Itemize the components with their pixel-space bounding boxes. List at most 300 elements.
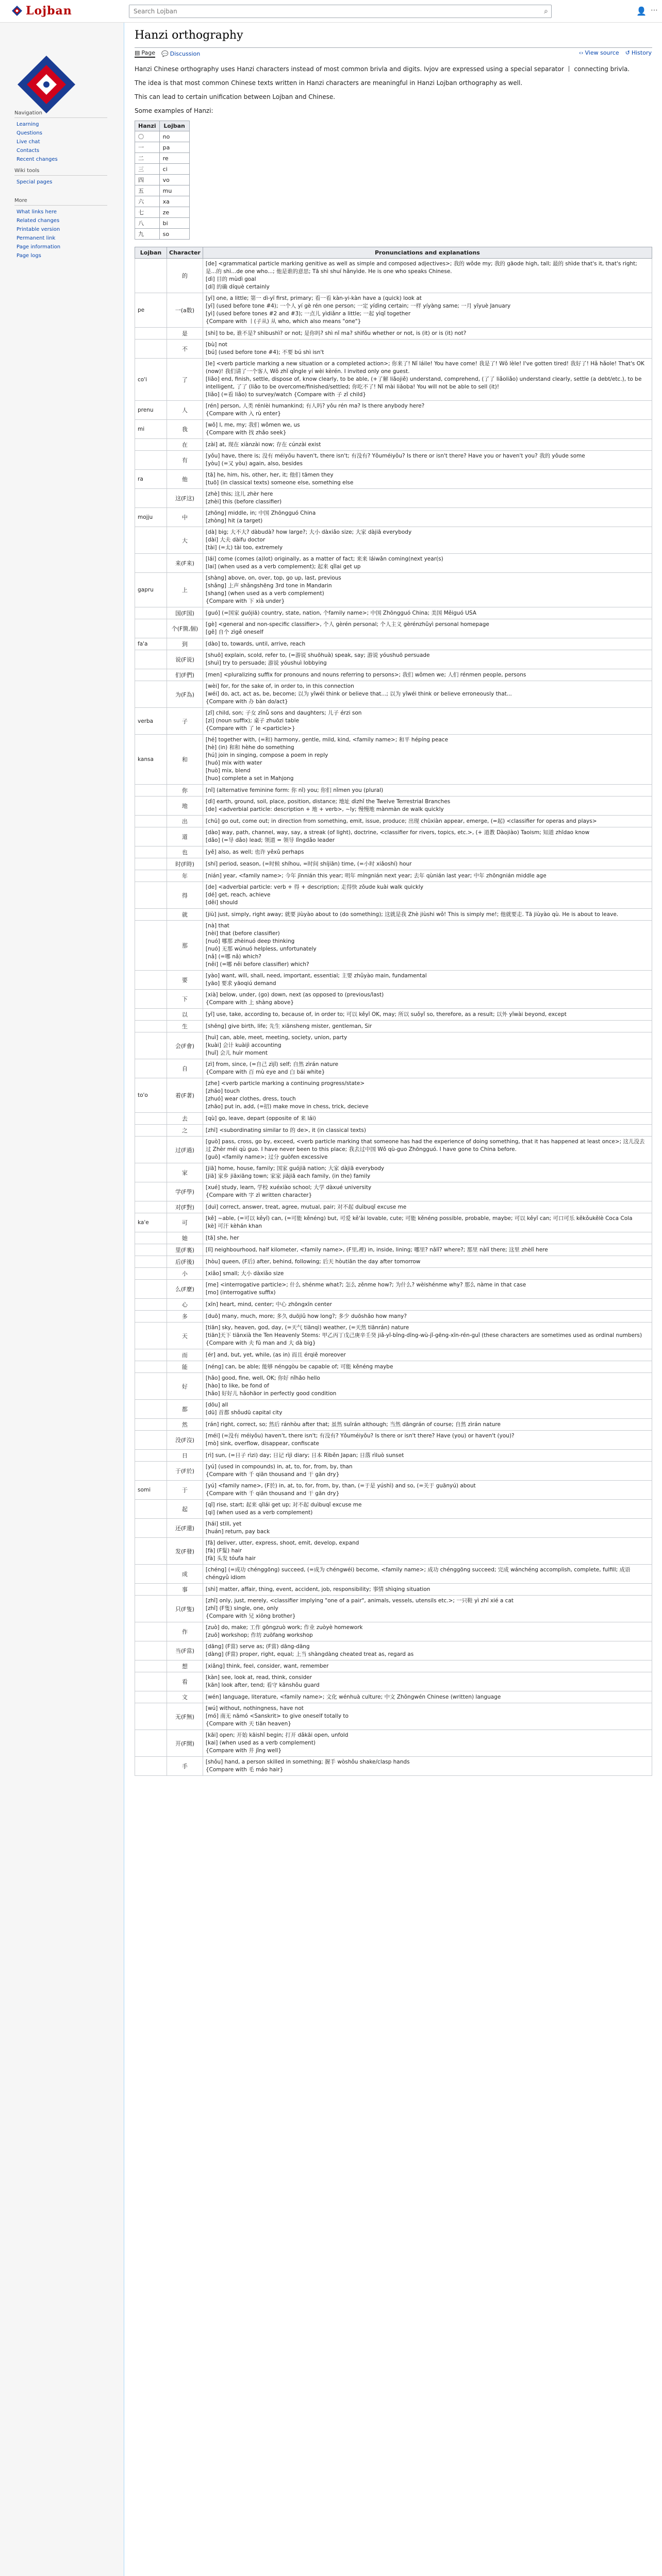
explanation-line: {Compare with 千 qiān thousand and 干 gān dry} bbox=[205, 1471, 340, 1478]
character-cell: 生 bbox=[167, 1021, 203, 1032]
explanation-line: [guō] <family name>; 过分 guòfen excessive bbox=[205, 1154, 328, 1160]
more-permanent-link[interactable]: Permanent link bbox=[16, 235, 56, 241]
lojban-word-cell bbox=[135, 1691, 167, 1703]
explanation-line: [zài] at, 现在 xiànzài now; 存在 cúnzài exist bbox=[205, 441, 321, 448]
lojban-word-cell bbox=[135, 796, 167, 816]
site-name: Lojban bbox=[26, 4, 72, 18]
explanation-line: [shí] period, season, (=时候 shíhou, =时间 shíjiān) time, (=小时 xiǎoshí) hour bbox=[205, 860, 412, 867]
explanation-cell bbox=[203, 1703, 652, 1730]
table-row bbox=[135, 1244, 652, 1256]
lojban-word-cell bbox=[135, 1244, 167, 1256]
nav-item-questions[interactable]: Questions bbox=[16, 130, 42, 136]
explanation-cell bbox=[203, 1481, 652, 1500]
table-row bbox=[135, 1280, 652, 1299]
explanation-cell bbox=[203, 1078, 652, 1113]
explanation-line: {Compare with 兄 xiōng brother} bbox=[205, 1613, 296, 1619]
discussion-icon: 💬 bbox=[161, 50, 169, 57]
table-row bbox=[135, 527, 652, 554]
explanation-line: [yú] (used in compounds) in, at, to, for, from, by, than bbox=[205, 1464, 353, 1470]
tab-history[interactable] bbox=[625, 49, 652, 56]
lojban-word-cell bbox=[135, 971, 167, 990]
lojban-word-cell bbox=[135, 669, 167, 681]
explanation-cell bbox=[203, 1349, 652, 1361]
explanation-cell bbox=[203, 909, 652, 921]
title-divider bbox=[135, 47, 652, 48]
explanation-line: [tiān]天下 tiānxià the Ten Heavenly Stems: 甲乙丙丁戊己庚辛壬癸 jiǎ-yǐ-bǐng-dīng-wù-jǐ-gēng-xīn-rén-guǐ (these characters are sometimes used as ordinal numbers) bbox=[205, 1332, 642, 1338]
explanation-line: [wéi] do, act, act as, be, become; 以为 yǐwéi think or believe that...; 以为 yǐwéi think or believe erroneously that... bbox=[205, 691, 512, 697]
explanation-line: [zi] (noun suffix); 桌子 zhuōzi table bbox=[205, 718, 300, 724]
table-row bbox=[135, 470, 652, 489]
lojban-word-cell bbox=[135, 921, 167, 971]
more-what-links-here[interactable]: What links here bbox=[16, 209, 57, 215]
table-row bbox=[135, 1213, 652, 1232]
lojban-word-cell bbox=[135, 1182, 167, 1201]
lojban-word-cell bbox=[135, 1021, 167, 1032]
explanation-line: [kuài] 会计 kuàijì accounting bbox=[205, 1042, 282, 1048]
explanation-line: [xīn] heart, mind, center; 中心 zhōngxīn center bbox=[205, 1301, 332, 1308]
lojban-word-cell bbox=[135, 858, 167, 870]
table-row bbox=[135, 921, 652, 971]
explanation-cell bbox=[203, 607, 652, 619]
explanation-cell bbox=[203, 1431, 652, 1450]
explanation-line: [fà] (F髮) hair bbox=[205, 1548, 242, 1554]
character-cell: 了 bbox=[167, 359, 203, 401]
header-lojban: Lojban bbox=[135, 247, 167, 259]
nav-item-recent-changes[interactable]: Recent changes bbox=[16, 157, 58, 162]
explanation-cell bbox=[203, 1361, 652, 1373]
explanation-cell bbox=[203, 328, 652, 340]
explanation-cell bbox=[203, 1268, 652, 1280]
lojban-cell: pa bbox=[159, 142, 189, 153]
explanation-line: [lái] come (comes (a)lot) originally, as a matter of fact; 来来 láiwǎn coming(next year(s) bbox=[205, 556, 443, 562]
table-row bbox=[135, 1481, 652, 1500]
examples-row bbox=[135, 207, 190, 218]
more-heading: More bbox=[14, 198, 107, 206]
lojban-word-cell bbox=[135, 1299, 167, 1311]
lojban-word-cell bbox=[135, 1280, 167, 1299]
examples-row bbox=[135, 164, 190, 175]
explanation-line: [zháo] touch bbox=[205, 1088, 240, 1094]
explanation-line: [zhè] this; 这儿 zhèr here bbox=[205, 491, 273, 497]
character-cell: 多 bbox=[167, 1311, 203, 1323]
explanation-line: [yì] (used before tones #2 and #3); 一点儿 yìdiǎnr a little; 一起 yìqǐ together bbox=[205, 311, 411, 317]
table-row bbox=[135, 1113, 652, 1125]
intro-paragraph: Some examples of Hanzi: bbox=[135, 107, 213, 114]
explanation-cell bbox=[203, 816, 652, 827]
character-cell: 上 bbox=[167, 573, 203, 607]
character-cell: 手 bbox=[167, 1757, 203, 1776]
lojban-word-cell bbox=[135, 451, 167, 470]
explanation-cell bbox=[203, 785, 652, 796]
lojban-word-cell bbox=[135, 882, 167, 909]
explanation-line: [mó] 南无 nāmó <Sanskrit> to give oneself totally to bbox=[205, 1713, 349, 1719]
explanation-line: [huò] mix, blend bbox=[205, 768, 251, 774]
character-cell: 自 bbox=[167, 1059, 203, 1078]
explanation-line: [le] <verb particle marking a new situation or a completed action>; 你来了! Nǐ láile! You have come! 我是了! Wǒ lèle! I've gotten tired! 我好了! Hǎ hǎole! That's OK (now)! 我们请了一个客人 Wǒ zhǐ qǐngle yí wèi kèrén. I invited only one guest. bbox=[205, 361, 644, 375]
hanzi-cell: 六 bbox=[135, 196, 160, 207]
explanation-line: [tā] she, her bbox=[205, 1234, 239, 1241]
explanation-line: [bù] not bbox=[205, 342, 227, 348]
lojban-word-cell bbox=[135, 1323, 167, 1349]
explanation-line: [yǒu] have, there is; 没有 méiyǒu haven't, there isn't; 有没有? Yǒuméiyǒu? Is there or isn't there? Have you or haven't you? 我的 yǒude some bbox=[205, 453, 585, 459]
explanation-line: [yě] also, as well; 也许 yěxǔ perhaps bbox=[205, 849, 304, 855]
explanation-line: [děi] should bbox=[205, 900, 238, 906]
explanation-line: [shì] to be, 谁不是? shìbushì? or not; 是你吗? shì nǐ ma? shìfǒu whether or not, is (it) or is (it) not? bbox=[205, 330, 467, 336]
wiki-tools-heading: Wiki tools bbox=[14, 168, 107, 176]
table-row bbox=[135, 328, 652, 340]
explanation-cell bbox=[203, 1125, 652, 1137]
explanation-line: [kai] (when used as a verb complement) bbox=[205, 1740, 316, 1746]
tab-history-label: History bbox=[631, 49, 652, 56]
explanation-line: [zhe] <verb particle marking a continuing progress/state> bbox=[205, 1080, 365, 1087]
explanation-cell bbox=[203, 882, 652, 909]
explanation-cell bbox=[203, 735, 652, 785]
more-page-logs[interactable]: Page logs bbox=[16, 253, 41, 259]
character-cell: 还(F還) bbox=[167, 1519, 203, 1538]
explanation-cell bbox=[203, 470, 652, 489]
explanation-line: [nǎ] (=哪 nǎ) which? bbox=[205, 954, 261, 960]
explanation-line: {Compare with 字 zì written character} bbox=[205, 1192, 312, 1198]
explanation-cell bbox=[203, 1450, 652, 1462]
explanation-line: [tuō] (in classical texts) someone else, something else bbox=[205, 480, 354, 486]
hanzi-cell: 四 bbox=[135, 175, 160, 185]
lojban-word-cell bbox=[135, 1256, 167, 1268]
explanation-line: {Compare with 毛 máo hair} bbox=[205, 1767, 284, 1773]
lojban-word-cell bbox=[135, 607, 167, 619]
explanation-line: [kāi] open; 开始 kāishǐ begin; 打开 dǎkāi open, unfold bbox=[205, 1732, 349, 1738]
lojban-emblem-icon bbox=[11, 5, 23, 16]
explanation-line: {Compare with 丨(子从) 从 who, which also means "one"} bbox=[205, 318, 361, 325]
explanation-cell bbox=[203, 451, 652, 470]
table-row bbox=[135, 1009, 652, 1021]
examples-row bbox=[135, 175, 190, 185]
explanation-cell bbox=[203, 1244, 652, 1256]
table-row bbox=[135, 401, 652, 420]
explanation-cell bbox=[203, 1137, 652, 1163]
explanation-cell bbox=[203, 1757, 652, 1776]
tool-special-pages[interactable]: Special pages bbox=[16, 179, 53, 185]
lojban-word-cell: verba bbox=[135, 708, 167, 735]
explanation-line: [gè] <general and non-specific classifier>, 个人 gèrén personal; 个人主义 gèrénzhǔyì personal homepage bbox=[205, 621, 489, 628]
lojban-cell: so bbox=[159, 229, 189, 240]
lojban-word-cell bbox=[135, 527, 167, 554]
lojban-word-cell: kansa bbox=[135, 735, 167, 785]
table-row bbox=[135, 1500, 652, 1519]
explanation-cell bbox=[203, 1021, 652, 1032]
table-row bbox=[135, 1268, 652, 1280]
tab-page[interactable] bbox=[135, 49, 155, 58]
table-row bbox=[135, 971, 652, 990]
lojban-word-cell: gapru bbox=[135, 573, 167, 607]
explanation-cell bbox=[203, 681, 652, 708]
lojban-word-cell bbox=[135, 1584, 167, 1596]
character-cell: 子 bbox=[167, 708, 203, 735]
explanation-cell bbox=[203, 1299, 652, 1311]
table-row bbox=[135, 1361, 652, 1373]
lojban-word-cell bbox=[135, 1232, 167, 1244]
character-cell: 发(F發) bbox=[167, 1538, 203, 1565]
explanation-line: [néng] can, be able; 能够 nénggòu be capable of; 可能 kěnéng maybe bbox=[205, 1363, 393, 1370]
lojban-word-cell bbox=[135, 1462, 167, 1481]
character-cell: 看 bbox=[167, 1672, 203, 1691]
character-cell: 着(F著) bbox=[167, 1078, 203, 1113]
header-character: Character bbox=[167, 247, 203, 259]
character-cell: 成 bbox=[167, 1565, 203, 1584]
explanation-line: [wú] without, nothingness, have not bbox=[205, 1705, 304, 1711]
lojban-word-cell bbox=[135, 1450, 167, 1462]
table-row bbox=[135, 1400, 652, 1419]
navigation-portlet bbox=[14, 110, 107, 164]
lojban-word-cell bbox=[135, 785, 167, 796]
character-cell: 好 bbox=[167, 1373, 203, 1400]
explanation-line: [qǐ] rise, start; 起来 qǐlái get up; 对不起 duìbuqǐ excuse me bbox=[205, 1502, 362, 1508]
character-cell: 是 bbox=[167, 328, 203, 340]
table-row bbox=[135, 882, 652, 909]
explanation-line: [hé] together with, (=和) harmony, gentle, mild, kind, <family name>; 和平 hépíng peace bbox=[205, 737, 449, 743]
explanation-cell bbox=[203, 1182, 652, 1201]
explanation-line: [huo] complete a set in Mahjong bbox=[205, 775, 294, 782]
hanzi-cell: 九 bbox=[135, 229, 160, 240]
more-printable-version[interactable]: Printable version bbox=[16, 227, 60, 232]
explanation-line: {Compare with 上 shàng above} bbox=[205, 999, 294, 1006]
examples-row bbox=[135, 218, 190, 229]
character-cell: 的 bbox=[167, 259, 203, 293]
explanation-line: [shǎng] 上声 shǎngshēng 3rd tone in Mandarin bbox=[205, 583, 332, 589]
character-cell: 说(F说) bbox=[167, 650, 203, 669]
explanation-line: [qù] go, leave, depart (opposite of 来 lái) bbox=[205, 1115, 316, 1122]
explanation-cell bbox=[203, 1596, 652, 1622]
explanation-line: [yú] <family name>, (F於) in, at, to, for, from, by, than, (=于是 yúshì) and so, (=关于 guānyú) about bbox=[205, 1483, 476, 1489]
table-row bbox=[135, 359, 652, 401]
explanation-cell bbox=[203, 527, 652, 554]
explanation-cell bbox=[203, 1232, 652, 1244]
character-cell: 和 bbox=[167, 735, 203, 785]
character-cell: 当(F當) bbox=[167, 1641, 203, 1660]
character-cell: 然 bbox=[167, 1419, 203, 1431]
table-row bbox=[135, 1078, 652, 1113]
explanation-line: [yī] (used before tone #4); 一个人 yí gè rén one person; 一定 yídìng certain; 一样 yíyàng same; 一月 yīyuè January bbox=[205, 303, 511, 309]
character-cell: 地 bbox=[167, 796, 203, 816]
character-cell: 作 bbox=[167, 1622, 203, 1641]
explanation-line: {Compare with 找 zhǎo seek} bbox=[205, 430, 287, 436]
table-row bbox=[135, 708, 652, 735]
explanation-line: [men] <pluralizing suffix for pronouns and nouns referring to persons>; 我们 wǒmen we; 人们 rénmen people, persons bbox=[205, 671, 526, 678]
explanation-line: [lai] (when used as a verb complement); 起来 qǐlai get up bbox=[205, 564, 361, 570]
explanation-line: [me] <interrogative particle>; 什么 shénme what?; 怎么 zěnme how?; 为什么? wèishénme why? 那么 nàme in that case bbox=[205, 1282, 526, 1288]
page-title: Hanzi orthography bbox=[135, 29, 243, 42]
character-cell: 可 bbox=[167, 1213, 203, 1232]
character-cell: 时(F時) bbox=[167, 858, 203, 870]
explanation-cell bbox=[203, 573, 652, 607]
user-icon[interactable]: 👤 bbox=[636, 6, 647, 16]
search-box[interactable] bbox=[129, 5, 552, 18]
lojban-word-cell bbox=[135, 870, 167, 882]
table-row bbox=[135, 619, 652, 638]
hanzi-cell: 八 bbox=[135, 218, 160, 229]
explanation-cell bbox=[203, 259, 652, 293]
more-related-changes[interactable]: Related changes bbox=[16, 218, 60, 224]
table-row bbox=[135, 554, 652, 573]
table-row bbox=[135, 858, 652, 870]
character-cell: 大 bbox=[167, 527, 203, 554]
explanation-line: [de] <grammatical particle marking genitive as well as simple and composed adjectives>; 我的 wǒde my; 我的 gāode high, tall; 最的 shìde that's it, that's right; 是...的 shì...de one who...; 他是谁的意思; Tā shì shuí hǎnyìde. He is one who speaks Chinese. bbox=[205, 261, 637, 275]
explanation-line: [dì] earth, ground, soil, place, position, distance; 地址 dìzhǐ the Twelve Terrestrial Branches bbox=[205, 799, 451, 805]
table-row bbox=[135, 1519, 652, 1538]
character-cell: 就 bbox=[167, 909, 203, 921]
explanation-line: [zhǐ] only, just, merely, <classifier implying "one of a pair", animals, vessels, utensils etc.>; 一只鞋 yì zhī xié a cat bbox=[205, 1598, 514, 1604]
table-row bbox=[135, 607, 652, 619]
explanation-line: [dà] big; 大不大? dàbudà? how large?; 大小 dàxiǎo size; 大家 dàjiā everybody bbox=[205, 529, 412, 535]
hanzi-cell: 七 bbox=[135, 207, 160, 218]
table-row bbox=[135, 1299, 652, 1311]
explanation-line: [zhǐ] (F隻) single, one, only bbox=[205, 1605, 278, 1612]
more-page-information[interactable]: Page information bbox=[16, 244, 61, 250]
table-row bbox=[135, 420, 652, 439]
lojban-word-cell bbox=[135, 1672, 167, 1691]
nav-item-contacts[interactable]: Contacts bbox=[16, 148, 40, 154]
lojban-word-cell: pe bbox=[135, 293, 167, 328]
explanation-line: [xiǎo] small; 大小 dàxiǎo size bbox=[205, 1270, 284, 1277]
explanation-line: [duō] many, much, more; 多久 duōjiǔ how long?; 多少 duōshǎo how many? bbox=[205, 1313, 407, 1319]
explanation-cell bbox=[203, 1373, 652, 1400]
search-icon[interactable]: ⌕ bbox=[544, 7, 548, 15]
explanation-line: [liǎo] end, finish, settle, dispose of, know clearly, to be able, (+了解 liǎojiě) understand, comprehend, (了了 liǎoliǎo) understand clearly, settle (a debt/etc.), to be intelligent, 了了 (liǎo to be overcome/finished/settled; 你吃不了! Nǐ mài liǎoba! You will not be able to sell (it)! bbox=[205, 376, 642, 390]
more-menu-icon[interactable]: ⋯ bbox=[651, 6, 658, 14]
table-row bbox=[135, 573, 652, 607]
character-cell: 为(F為) bbox=[167, 681, 203, 708]
explanation-line: [dài] 大夫 dàifu doctor bbox=[205, 537, 266, 543]
article-body bbox=[135, 65, 652, 1776]
explanation-line: [yāo] 要求 yāoqiú demand bbox=[205, 980, 276, 987]
table-row bbox=[135, 1691, 652, 1703]
explanation-line: [zì] from, since, (=自己 zìjǐ) self; 自然 zìrán nature bbox=[205, 1061, 339, 1067]
explanation-cell bbox=[203, 971, 652, 990]
examples-header-lojban: Lojban bbox=[159, 121, 189, 131]
lojban-word-cell: ra bbox=[135, 470, 167, 489]
explanation-cell bbox=[203, 1311, 652, 1323]
explanation-line: [zhī] <subordinating similar to 的 de>, it (in classical texts) bbox=[205, 1127, 366, 1133]
explanation-line: [nǐ] (alternative feminine form: 你 nǐ) you; 你们 nǐmen you (plural) bbox=[205, 787, 384, 793]
lojban-word-cell bbox=[135, 1201, 167, 1213]
explanation-cell bbox=[203, 1519, 652, 1538]
character-cell: 日 bbox=[167, 1450, 203, 1462]
tab-page-label: Page bbox=[141, 49, 156, 56]
lojban-word-cell: mojju bbox=[135, 508, 167, 527]
examples-row bbox=[135, 229, 190, 240]
explanation-line: [huì] can, able, meet, meeting, society, union, party bbox=[205, 1035, 347, 1041]
explanation-line: [duì] correct, answer, treat, agree, mutual, pair; 对不起 duìbuqǐ excuse me bbox=[205, 1204, 407, 1210]
explanation-cell bbox=[203, 401, 652, 420]
table-row bbox=[135, 1596, 652, 1622]
character-cell: 以 bbox=[167, 1009, 203, 1021]
code-icon: ‹› bbox=[578, 49, 584, 56]
explanation-line: [zhèi] this (before classifier) bbox=[205, 499, 282, 505]
explanation-line: [kān] look after, tend; 看守 kānshǒu guard bbox=[205, 1682, 320, 1688]
wiki-tools-portlet bbox=[14, 168, 107, 187]
tab-discussion-label: Discussion bbox=[170, 50, 201, 57]
table-row bbox=[135, 1032, 652, 1059]
explanation-cell bbox=[203, 638, 652, 650]
explanation-cell bbox=[203, 1256, 652, 1268]
lojban-word-cell bbox=[135, 1538, 167, 1565]
explanation-line: [tài] (=太) tài too, extremely bbox=[205, 545, 283, 551]
explanation-line: [dǎo] (=导 dǎo) lead; 领道 = 领导 lǐngdǎo leader bbox=[205, 837, 335, 843]
tab-view-source[interactable] bbox=[579, 49, 619, 56]
hanzi-cell: 一 bbox=[135, 142, 160, 153]
intro-paragraph: This can lead to certain unification between Lojban and Chinese. bbox=[135, 93, 336, 100]
character-cell: 年 bbox=[167, 870, 203, 882]
explanation-cell bbox=[203, 1163, 652, 1182]
examples-row bbox=[135, 142, 190, 153]
explanation-line: [méi] (=没有 méiyǒu) haven't, there isn't; 有没有? Yǒuméiyǒu? Is there or isn't there? Have (you) or haven't (you)? bbox=[205, 1433, 515, 1439]
lojban-cell: no bbox=[159, 131, 189, 142]
table-row bbox=[135, 816, 652, 827]
character-cell: 有 bbox=[167, 451, 203, 470]
lojban-word-cell: somi bbox=[135, 1481, 167, 1500]
table-row bbox=[135, 650, 652, 669]
search-input[interactable] bbox=[129, 5, 532, 18]
character-cell: 们(F們) bbox=[167, 669, 203, 681]
hanzi-cell: 三 bbox=[135, 164, 160, 175]
character-cell: 她 bbox=[167, 1232, 203, 1244]
navigation-heading: Navigation bbox=[14, 110, 107, 118]
table-row bbox=[135, 1163, 652, 1182]
explanation-cell bbox=[203, 1032, 652, 1059]
character-cell: 到 bbox=[167, 638, 203, 650]
explanation-line: {Compare with 井 jǐng well} bbox=[205, 1748, 282, 1754]
top-bar bbox=[0, 0, 662, 23]
explanation-line: [dōu] all bbox=[205, 1402, 228, 1408]
explanation-cell bbox=[203, 1584, 652, 1596]
explanation-cell bbox=[203, 1641, 652, 1660]
history-icon: ↺ bbox=[625, 49, 630, 56]
explanation-line: [tā] he, him, his, other, her, it; 他们 tāmen they bbox=[205, 472, 334, 478]
explanation-line: [rán] right, correct, so; 然后 ránhòu after that; 虽然 suīrán although; 当然 dāngrán of course; 自然 zìrán nature bbox=[205, 1421, 501, 1428]
lojban-word-cell bbox=[135, 846, 167, 858]
explanation-line: [jiù] just, simply, right away; 就要 jiùyào about to (do something); 这就是我 Zhè jiùshi wǒ! This is simply me!; 他就要走. Tā jiùyào qù. He is about to leave. bbox=[205, 911, 619, 918]
lojban-cell: re bbox=[159, 153, 189, 164]
site-logo[interactable] bbox=[11, 4, 72, 18]
table-row bbox=[135, 1311, 652, 1323]
explanation-cell bbox=[203, 439, 652, 451]
explanation-line: [zǐ] child, son; 子女 zǐnǚ sons and daughters; 儿子 érzi son bbox=[205, 710, 362, 716]
hanzi-cell: 五 bbox=[135, 185, 160, 196]
character-cell: 要 bbox=[167, 971, 203, 990]
nav-item-live-chat[interactable]: Live chat bbox=[16, 139, 40, 145]
explanation-line: {Compare with 办 bàn do/act} bbox=[205, 699, 288, 705]
orthography-table bbox=[135, 247, 652, 1776]
explanation-line: [hòu] queen, (F后) after, behind, following; 后天 hòutiān the day after tomorrow bbox=[205, 1258, 421, 1265]
explanation-line: [mò] sink, overflow, disappear, confiscate bbox=[205, 1440, 319, 1447]
explanation-line: [de] <adverbial particle: description + 地 + verb>, ~ly; 慢慢地 mànmàn de walk quickly bbox=[205, 806, 444, 812]
explanation-line: [shang] (when used as a verb complement) bbox=[205, 590, 324, 597]
character-cell: 个(F箇,個) bbox=[167, 619, 203, 638]
table-row bbox=[135, 451, 652, 470]
nav-item-learning[interactable]: Learning bbox=[16, 122, 39, 127]
explanation-line: [mo] (interrogative suffix) bbox=[205, 1290, 276, 1296]
explanation-line: [chū] go out, come out; in direction from something, emit, issue, produce; 出现 chūxiàn appear, emerge, (=起) <classifier for operas and plays> bbox=[205, 818, 597, 824]
tab-discussion[interactable] bbox=[161, 49, 200, 58]
explanation-line: [guó] (=国家 guójiā) country, state, nation, 个family name>; 中国 Zhōngguó China; 美国 Měiguó USA bbox=[205, 609, 476, 616]
table-row bbox=[135, 638, 652, 650]
wiki-logo-icon[interactable] bbox=[15, 54, 77, 115]
explanation-cell bbox=[203, 1201, 652, 1213]
lojban-word-cell bbox=[135, 1703, 167, 1730]
explanation-cell bbox=[203, 708, 652, 735]
character-cell: 之 bbox=[167, 1125, 203, 1137]
explanation-cell bbox=[203, 1213, 652, 1232]
explanation-line: [shuō] explain, scold, refer to, (=游说 shuōhuà) speak, say; 游说 yóushuō persuade bbox=[205, 652, 430, 658]
